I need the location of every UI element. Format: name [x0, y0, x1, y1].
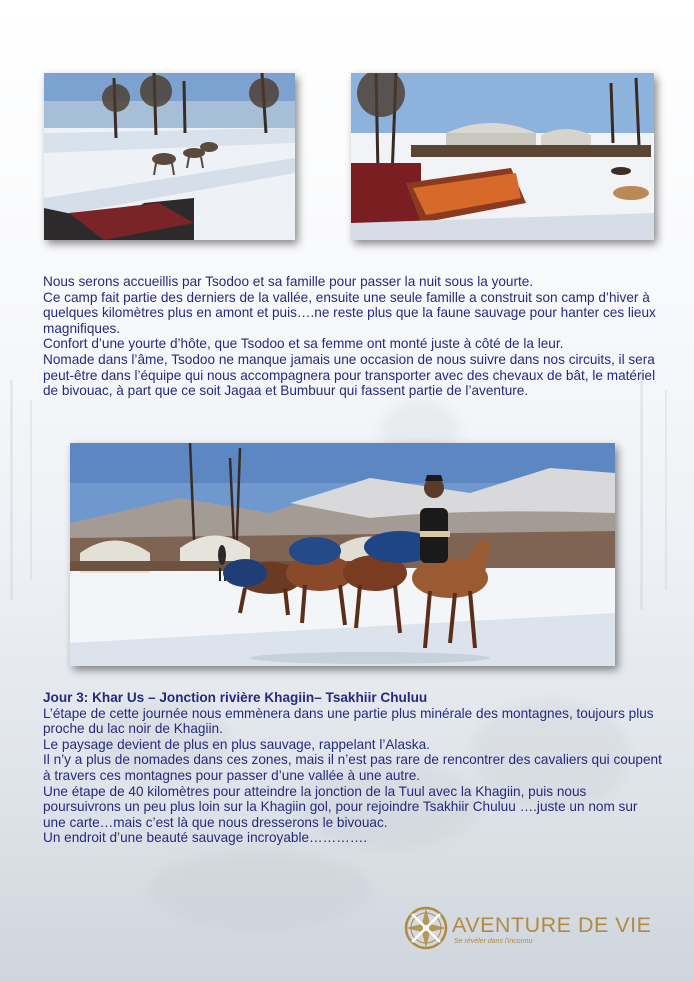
compass-logo-icon: [403, 905, 449, 951]
photo-pack-horses: [70, 443, 615, 666]
text-line: Un endroit d’une beauté sauvage incroyable………….: [43, 830, 368, 846]
text-line: Nomade dans l’âme, Tsodoo ne manque jamais une occasion de nous suivre dans nos circuits, il sera peut-être dans l’équipe qui nous accompagnera pour transporter avec des chevaux de bât, le matériel de bivouac, à part que ce soit Jagaa et Bumbuur qui fassent partie de l’aventure.: [43, 351, 656, 399]
text-line: Le paysage devient de plus en plus sauvage, rappelant l’Alaska.: [43, 736, 430, 752]
text-line: Confort d’une yourte d’hôte, que Tsodoo et sa femme ont monté juste à côté de la leur.: [43, 336, 564, 352]
brand-name: AVENTURE DE VIE: [452, 913, 652, 937]
photo-dog-sled: [44, 73, 295, 240]
intro-text: [43, 274, 663, 399]
text-line: Il n’y a plus de nomades dans ces zones, mais il n’est pas rare de rencontrer des cavaliers qui coupent à travers ces montagnes pour passer d’une vallée à une autre.: [43, 752, 662, 783]
text-line: Une étape de 40 kilomètres pour atteindre la jonction de la Tuul avec la Khagiin, puis nous poursuivrons un peu plus loin sur la Khagiin gol, pour rejoindre Tsakhiir Chuluu ….juste un nom sur une carte…mais c’est là que nous dresserons le bivouac.: [43, 783, 638, 830]
day3-heading: Jour 3: Khar Us – Jonction rivière Khagiin– Tsakhiir Chuluu: [43, 690, 428, 705]
brand-tagline: Se révéler dans l'inconnu: [454, 938, 533, 945]
day3-text: [43, 690, 663, 846]
text-line: Ce camp fait partie des derniers de la vallée, ensuite une seule famille a construit son camp d’hiver à quelques kilomètres plus en amont et puis….ne reste plus que la faune sauvage pour hanter ces lieux magnifiques.: [43, 289, 656, 336]
brand-logo: [403, 905, 665, 953]
photo-yurt-camp: [351, 73, 654, 240]
text-line: Nous serons accueillis par Tsodoo et sa famille pour passer la nuit sous la yourte.: [43, 274, 534, 289]
text-line: L’étape de cette journée nous emmènera dans une partie plus minérale des montagnes, toujours plus proche du lac noir de Khagiin.: [43, 705, 654, 737]
